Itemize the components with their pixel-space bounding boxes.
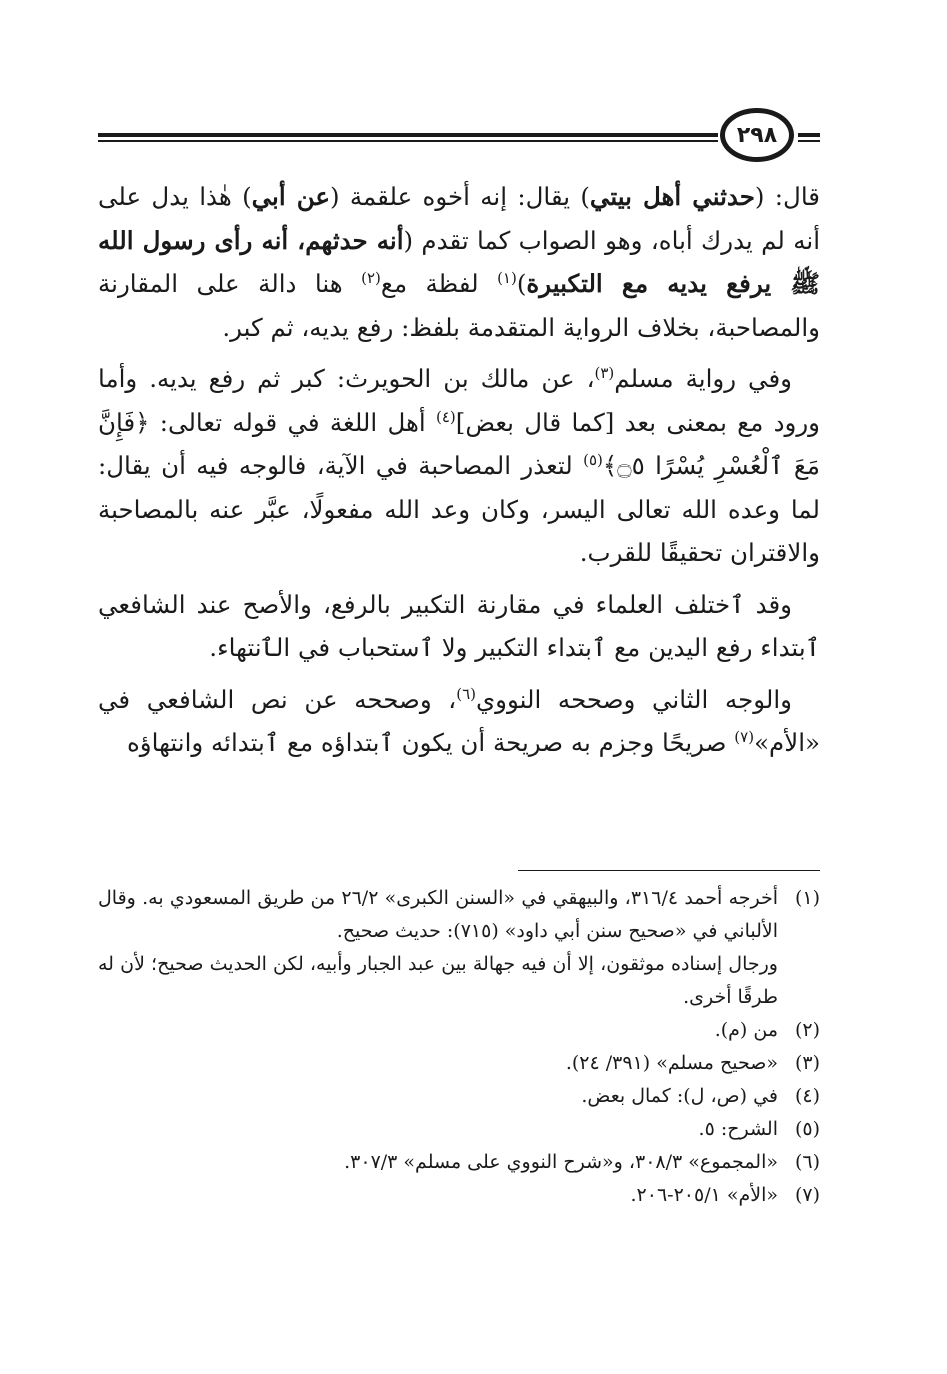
footnote-text: الشرح: ٥.	[698, 1118, 778, 1140]
paragraph	[98, 175, 820, 349]
text-segment: وفي رواية مسلم	[614, 364, 793, 393]
text-segment: )	[516, 269, 527, 298]
text-segment: هنا دالة على المقارنة والمصاحبة، بخلاف الرواية المتقدمة بلفظ: رفع يديه، ثم كبر.	[98, 269, 820, 342]
text-segment: صريحًا وجزم به صريحة أن يكون ٱبتداؤه مع ٱبتدائه وانتهاؤه	[126, 728, 735, 757]
footnote-text: «صحيح مسلم» (٣٩١/ ٢٤).	[565, 1052, 778, 1074]
text-segment: ) هٰذا يدل على أنه لم يدرك أباه، وهو الصواب كما تقدم (	[98, 182, 821, 255]
text-segment: والوجه الثاني وصححه النووي	[475, 684, 792, 714]
text-segment: قال: (	[754, 182, 820, 211]
page-number-medallion	[720, 108, 794, 162]
footnotes	[98, 882, 820, 1212]
footnote	[98, 1179, 820, 1212]
footnote-marker: (٣)	[594, 363, 615, 382]
header-rule	[98, 133, 718, 137]
footnote	[98, 1113, 820, 1146]
text-segment: ، عن مالك بن الحويرث: كبر ثم رفع يديه. وأما ورود مع بمعنى بعد [كما قال بعض]	[98, 364, 821, 437]
footnote	[98, 1047, 820, 1080]
text-segment: لفظة مع	[380, 269, 498, 298]
header-rule-thin	[98, 140, 718, 142]
footnote-text: أخرجه أحمد ٣١٦/٤، والبيهقي في «السنن الكبرى» ٢٦/٢ من طريق المسعودي به. وقال الألباني في «صحيح سنن أبي داود» (٧١٥): حديث صحيح.	[98, 887, 779, 942]
footnote-text: من (م).	[714, 1019, 778, 1041]
text-segment: لتعذر المصاحبة في الآية، فالوجه فيه أن يقال: لما وعده الله تعالى اليسر، وكان وعد الله مفعولًا، عبَّر عنه بالمصاحبة والاقتران تحقيقًا للقرب.	[98, 451, 820, 567]
text-segment: ) يقال: إنه أخوه علقمة (	[329, 182, 590, 211]
page-number: ٢٩٨	[736, 122, 778, 148]
footnote	[98, 1080, 820, 1113]
text-segment: وقد ٱختلف العلماء في مقارنة التكبير بالرفع، والأصح عند الشافعي ٱبتداء رفع اليدين مع ٱبتداء التكبير ولا ٱستحباب في الٱنتهاء.	[98, 589, 820, 662]
header-rule-right	[798, 133, 820, 137]
header-rule-right-thin	[798, 140, 820, 142]
paragraph	[98, 678, 820, 765]
footnote	[98, 1014, 820, 1047]
footnote	[98, 1146, 820, 1179]
footnote-marker: (١)	[497, 268, 517, 287]
paragraph	[98, 357, 820, 575]
footnote-number: (٢)	[794, 1019, 820, 1041]
footnote-text: في (ص، ل): كمال بعض.	[581, 1085, 778, 1107]
footnote	[98, 882, 820, 948]
text-segment: أهل اللغة في قوله تعالى: ﴿فَإِنَّ مَعَ ٱلْعُسْرِ يُسْرًا ۝٥﴾	[98, 407, 820, 480]
footnote-marker: (٥)	[583, 450, 603, 469]
footnote-number: (٦)	[794, 1151, 820, 1173]
footnote-separator	[518, 870, 820, 871]
footnote-number: (٧)	[794, 1184, 820, 1206]
page-header	[98, 108, 820, 168]
footnote-continuation: ورجال إسناده موثقون، إلا أن فيه جهالة بين عبد الجبار وأبيه، لكن الحديث صحيح؛ لأن له طرقًا أخرى.	[98, 953, 778, 1008]
footnote-number: (٥)	[794, 1118, 820, 1140]
main-text	[98, 175, 820, 773]
footnote-marker: (٦)	[456, 684, 476, 703]
footnote-marker: (٤)	[436, 407, 456, 426]
text-segment: أنه حدثهم، أنه رأى رسول الله ﷺ يرفع يديه مع التكبيرة	[98, 225, 820, 298]
text-segment: حدثني أهل بيتي	[589, 182, 755, 211]
footnote-number: (١)	[794, 887, 820, 909]
footnote-marker: (٢)	[361, 268, 381, 287]
footnote-number: (٤)	[794, 1085, 820, 1107]
footnote-marker: (٧)	[734, 727, 755, 746]
text-segment: ، وصححه عن نص الشافعي في «الأم»	[98, 684, 820, 757]
text-segment: عن أبي	[251, 182, 330, 211]
footnote-text: «الأم» ٢٠٥/١-٢٠٦.	[630, 1184, 778, 1206]
footnote-number: (٣)	[794, 1052, 820, 1074]
footnote-text: «المجموع» ٣٠٨/٣، و«شرح النووي على مسلم» ٣٠٧/٣.	[344, 1151, 778, 1173]
paragraph	[98, 583, 820, 670]
